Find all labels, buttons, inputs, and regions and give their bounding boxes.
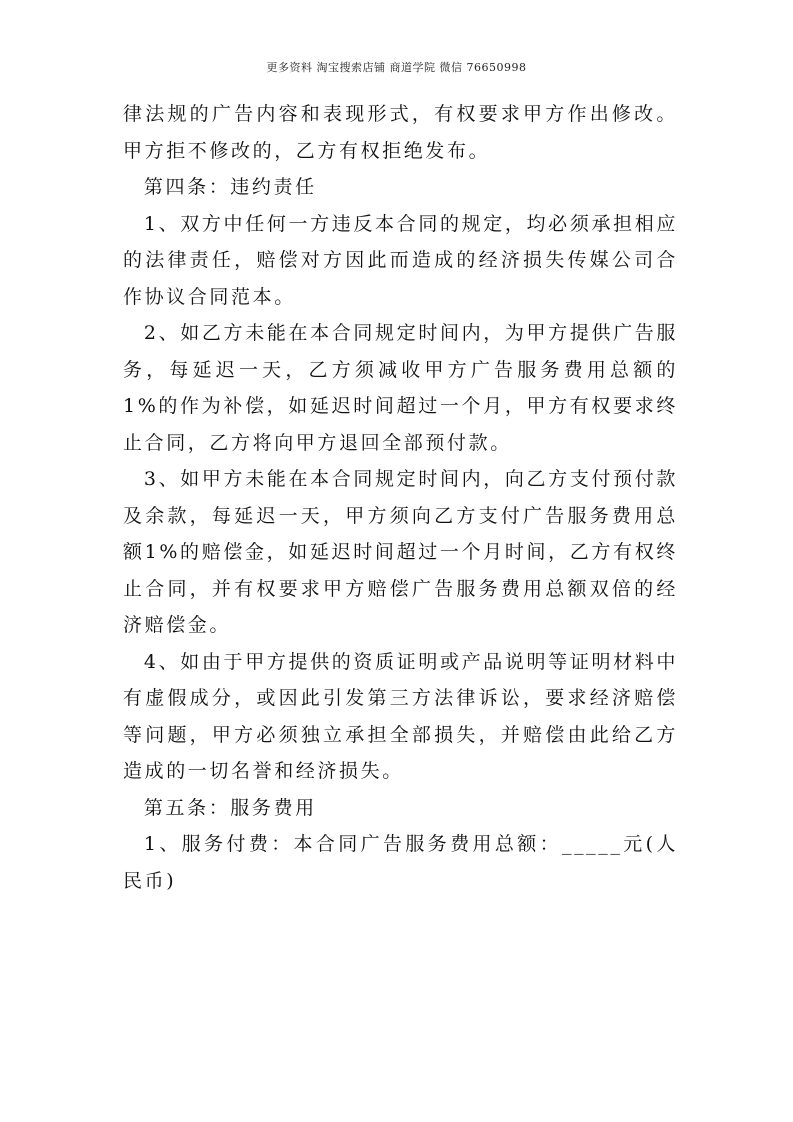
page-header: 更多资料 淘宝搜索店铺 商道学院 微信 76650998 [266, 61, 527, 74]
section-heading-article-4: 第四条：违约责任 [143, 176, 317, 198]
document-body [123, 96, 678, 899]
clause-4-2: 2、如乙方未能在本合同规定时间内，为甲方提供广告服务，每延迟一天，乙方须减收甲方广告服务费用总额的 1%的作为补偿，如延迟时间超过一个月，甲方有权要求终止合同，乙方将向甲方退回全部预付款。 [123, 322, 678, 454]
clause-4-4: 4、如由于甲方提供的资质证明或产品说明等证明材料中有虚假成分，或因此引发第三方法律诉讼，要求经济赔偿等问题，甲方必须独立承担全部损失，并赔偿由此给乙方造成的一切名誉和经济损失。 [123, 650, 678, 782]
clause-4-3: 3、如甲方未能在本合同规定时间内，向乙方支付预付款及余款，每延迟一天，甲方须向乙方支付广告服务费用总额1%的赔偿金，如延迟时间超过一个月时间，乙方有权终止合同，并有权要求甲方赔偿广告服务费用总额双倍的经济赔偿金。 [123, 468, 678, 636]
clause-5-1: 1、服务付费：本合同广告服务费用总额：_____元(人民币) [123, 833, 678, 892]
paragraph-continuation: 律法规的广告内容和表现形式，有权要求甲方作出修改。甲方拒不修改的，乙方有权拒绝发布。 [123, 103, 678, 162]
clause-4-1: 1、双方中任何一方违反本合同的规定，均必须承担相应的法律责任，赔偿对方因此而造成的经济损失传媒公司合作协议合同范本。 [123, 212, 678, 308]
section-heading-article-5: 第五条：服务费用 [143, 796, 317, 819]
